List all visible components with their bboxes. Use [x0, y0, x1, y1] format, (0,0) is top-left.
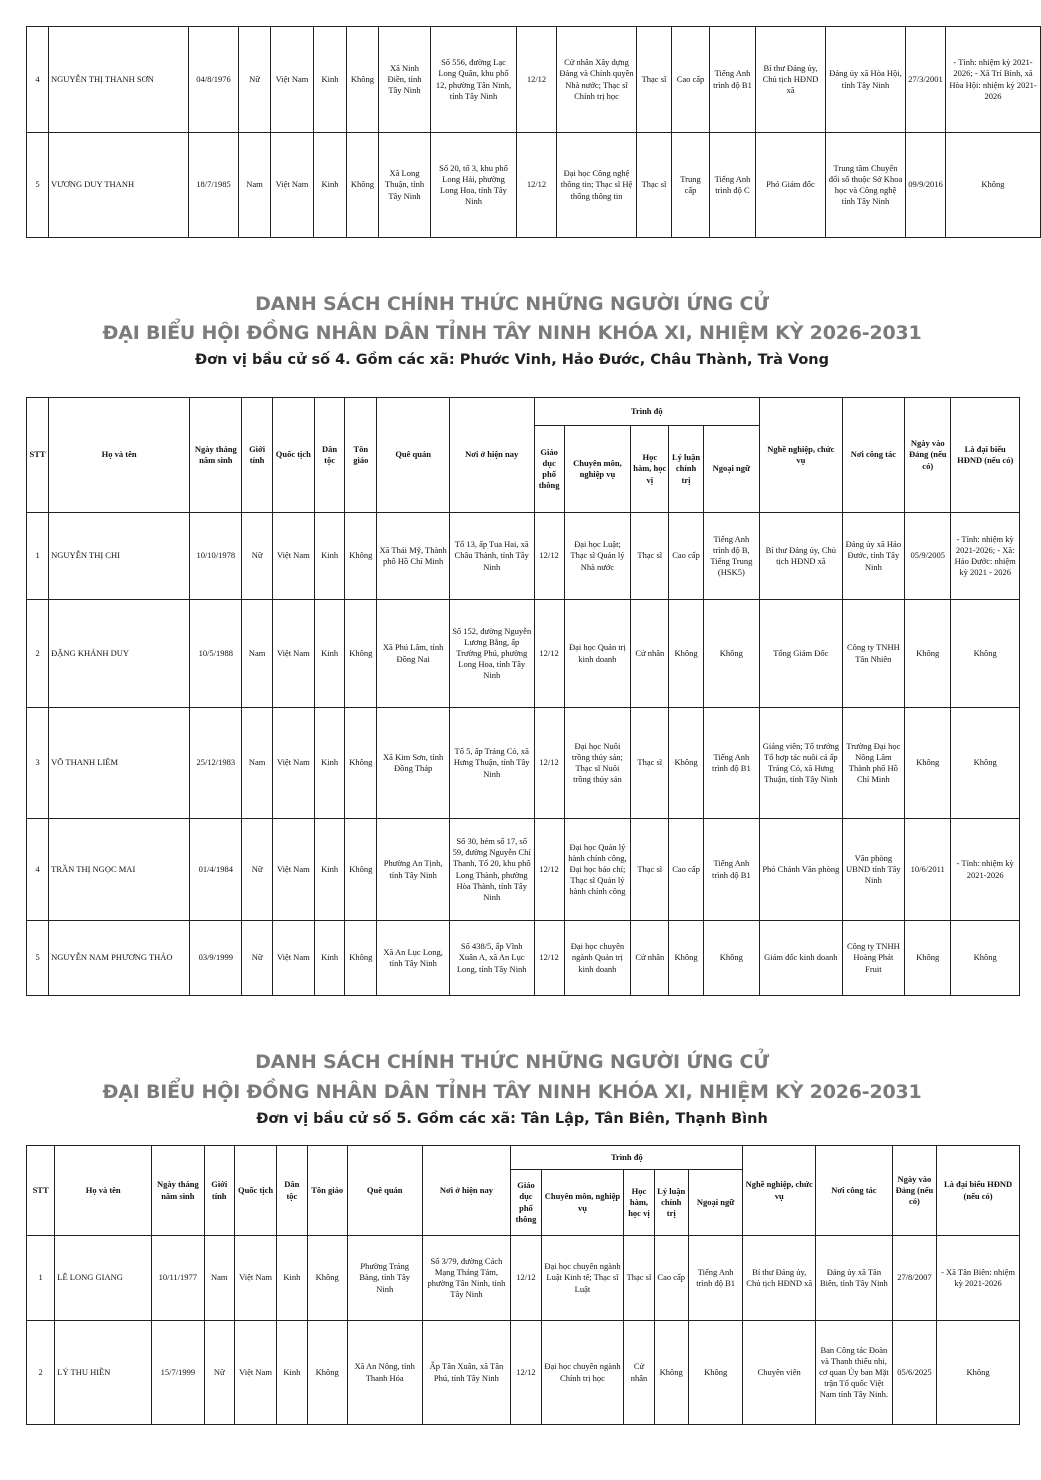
table-cell: Đại học Quản trị kinh doanh [564, 600, 630, 708]
table-row [27, 1321, 1020, 1425]
table-cell: Xã Kim Sơn, tỉnh Đồng Tháp [377, 708, 450, 819]
candidate-name: NGUYỄN NAM PHƯƠNG THẢO [49, 921, 190, 996]
col-nationality: Quốc tịch [272, 398, 314, 513]
table-cell: 12/12 [511, 1236, 541, 1321]
table-cell: Chuyên viên [743, 1321, 816, 1425]
col-language: Ngoại ngữ [688, 1170, 743, 1236]
col-nationality: Quốc tịch [234, 1146, 276, 1236]
col-hometown: Quê quán [347, 1146, 422, 1236]
table-cell: Đảng ủy xã Tân Biên, tỉnh Tây Ninh [816, 1236, 893, 1321]
table-cell: Nữ [204, 1321, 234, 1425]
table-cell: Nữ [239, 27, 271, 133]
table-header [27, 398, 1020, 513]
table-body [27, 1236, 1020, 1425]
table-cell: Đảng ủy xã Hòa Hội, tỉnh Tây Ninh [826, 27, 906, 133]
col-level-group: Trình độ [511, 1146, 743, 1170]
table-cell: Không [307, 1236, 347, 1321]
table-cell: 27/8/2007 [892, 1236, 936, 1321]
col-delegate: Là đại biểu HĐND (nếu có) [951, 398, 1020, 513]
table-cell: Đảng ủy xã Hảo Đước, tỉnh Tây Ninh [842, 513, 904, 600]
table-cell: Công ty TNHH Hoàng Phát Fruit [842, 921, 904, 996]
table-cell: Không [307, 1321, 347, 1425]
table-cell: Kinh [314, 27, 347, 133]
table-cell: 10/11/1977 [152, 1236, 204, 1321]
table-cell: 27/3/2001 [906, 27, 946, 133]
col-language: Ngoại ngữ [703, 426, 759, 513]
table-cell: Giảng viên; Tổ trưởng Tổ hợp tác nuôi cá ấp Trảng Cỏ, xã Hưng Thuận, tỉnh Tây Ninh [760, 708, 843, 819]
col-party: Ngày vào Đảng (nếu có) [905, 398, 951, 513]
table-cell: 12/12 [517, 133, 557, 238]
table-cell: Không [703, 921, 759, 996]
col-politics: Lý luận chính trị [669, 426, 703, 513]
table-cell: Số 152, đường Nguyễn Lương Bằng, ấp Trường Phú, phường Long Hoa, tỉnh Tây Ninh [449, 600, 534, 708]
table-cell: Cử nhân [624, 1321, 654, 1425]
table-cell: Việt Nam [271, 133, 314, 238]
table-cell: Tổ 5, ấp Trảng Cỏ, xã Hưng Thuận, tỉnh Tây Ninh [449, 708, 534, 819]
table-cell: Số 438/5, ấp Vĩnh Xuân A, xã An Lục Long, tỉnh Tây Ninh [449, 921, 534, 996]
table-cell: 25/12/1983 [190, 708, 242, 819]
table-cell: 5 [27, 133, 49, 238]
table-cell: Thạc sĩ [631, 513, 669, 600]
table-cell: 12/12 [534, 513, 564, 600]
col-dob: Ngày tháng năm sinh [152, 1146, 204, 1236]
section4-subtitle: Đơn vị bầu cử số 4. Gồm các xã: Phước Vinh, Hảo Đước, Châu Thành, Trà Vong [195, 352, 829, 368]
candidate-name: LÝ THU HIỀN [55, 1321, 152, 1425]
table-row [27, 819, 1020, 921]
table-cell: Đại học chuyên ngành Luật Kinh tế; Thạc sĩ Luật [541, 1236, 624, 1321]
candidate-name: VÕ THANH LIÊM [49, 708, 190, 819]
table-cell: Xã Long Thuận, tỉnh Tây Ninh [379, 133, 431, 238]
table-cell: Giám đốc kinh doanh [760, 921, 843, 996]
table-cell: 2 [27, 600, 49, 708]
table-cell: Số 556, đường Lạc Long Quân, khu phố 12, phường Tân Ninh, tỉnh Tây Ninh [431, 27, 517, 133]
table-cell: Trường Đại học Nông Lâm Thành phố Hồ Chí Minh [842, 708, 904, 819]
table-row [27, 600, 1020, 708]
table-cell: 12/12 [534, 600, 564, 708]
table-cell: Tổ 13, ấp Tua Hai, xã Châu Thành, tỉnh Tây Ninh [449, 513, 534, 600]
table-cell: Kinh [314, 708, 344, 819]
table-cell: Không [951, 921, 1020, 996]
table-cell: 5 [27, 921, 49, 996]
table-cell: Bí thư Đảng ủy, Chủ tịch HĐND xã [756, 27, 826, 133]
table-cell: Không [946, 133, 1041, 238]
table-cell: Phó Giám đốc [756, 133, 826, 238]
table-cell: Đại học Công nghệ thông tin; Thạc sĩ Hệ thống thông tin [557, 133, 637, 238]
table-cell: Không [347, 133, 379, 238]
table-cell: Xã An Nông, tỉnh Thanh Hóa [347, 1321, 422, 1425]
table-cell: Nữ [242, 819, 272, 921]
table-cell: 03/9/1999 [190, 921, 242, 996]
table-cell: Tổng Giám Đốc [760, 600, 843, 708]
table-cell: Tiếng Anh trình độ B1 [703, 708, 759, 819]
col-name: Họ và tên [49, 398, 190, 513]
table-cell: Không [703, 600, 759, 708]
candidate-name: TRẦN THỊ NGỌC MAI [49, 819, 190, 921]
candidate-table-continued [26, 26, 1041, 238]
table-cell: Số 30, hẻm số 17, số 59, đường Nguyễn Chí Thanh, Tổ 20, khu phố Long Thành, phường Hòa Thành, tỉnh Tây Ninh [449, 819, 534, 921]
col-degree: Học hàm, học vị [631, 426, 669, 513]
table-cell: Phường An Tịnh, tỉnh Tây Ninh [377, 819, 450, 921]
table-cell: Thạc sĩ [637, 27, 672, 133]
col-delegate: Là đại biểu HĐND (nếu có) [937, 1146, 1020, 1236]
table-cell: Kinh [314, 513, 344, 600]
table-cell: Không [345, 600, 377, 708]
table-cell: Văn phòng UBND tỉnh Tây Ninh [842, 819, 904, 921]
table-cell: Cử nhân Xây dựng Đảng và Chính quyền Nhà nước; Thạc sĩ Chính trị học [557, 27, 637, 133]
section4-title-line2: ĐẠI BIỂU HỘI ĐỒNG NHÂN DÂN TỈNH TÂY NINH KHÓA XI, NHIỆM KỲ 2026-2031 [102, 322, 922, 344]
table-cell: Cao cấp [669, 513, 703, 600]
table-header [27, 1146, 1020, 1236]
table-cell: 01/4/1984 [190, 819, 242, 921]
table-cell: Việt Nam [271, 27, 314, 133]
col-politics: Lý luận chính trị [654, 1170, 688, 1236]
table-cell: Phó Chánh Văn phòng [760, 819, 843, 921]
col-general-edu: Giáo dục phổ thông [511, 1170, 541, 1236]
table-cell: Việt Nam [272, 513, 314, 600]
table-cell: Đại học Quản lý hành chính công, Đại học báo chí; Thạc sĩ Quản lý hành chính công [564, 819, 630, 921]
col-religion: Tôn giáo [345, 398, 377, 513]
section4-candidate-table [26, 397, 1020, 996]
table-cell: Việt Nam [234, 1236, 276, 1321]
table-cell: Cử nhân [631, 921, 669, 996]
table-cell: 3 [27, 708, 49, 819]
table-cell: Không [345, 819, 377, 921]
table-cell: Ban Công tác Đoàn và Thanh thiếu nhi, cơ quan Ủy ban Mặt trận Tổ quốc Việt Nam tỉnh Tây Ninh. [816, 1321, 893, 1425]
table-cell: - Xã Tân Biên: nhiệm kỳ 2021-2026 [937, 1236, 1020, 1321]
col-ethnic: Dân tộc [314, 398, 344, 513]
table-cell: 15/7/1999 [152, 1321, 204, 1425]
table-cell: Nam [239, 133, 271, 238]
table-cell: Xã Thái Mỹ, Thành phố Hồ Chí Minh [377, 513, 450, 600]
col-name: Họ và tên [55, 1146, 152, 1236]
col-hometown: Quê quán [377, 398, 450, 513]
table-cell: Tiếng Anh trình độ B, Tiếng Trung (HSK5) [703, 513, 759, 600]
col-gender: Giới tính [204, 1146, 234, 1236]
table-cell: Không [688, 1321, 743, 1425]
table-cell: 1 [27, 1236, 55, 1321]
col-job: Nghề nghiệp, chức vụ [760, 398, 843, 513]
table-cell: Kinh [277, 1236, 307, 1321]
table-cell: Không [669, 708, 703, 819]
table-cell: Nữ [242, 513, 272, 600]
col-workplace: Nơi công tác [816, 1146, 893, 1236]
table-cell: Không [905, 600, 951, 708]
table-cell: Không [345, 513, 377, 600]
table-cell: Kinh [314, 819, 344, 921]
col-residence: Nơi ở hiện nay [422, 1146, 511, 1236]
table-cell: Bí thư Đảng ủy, Chủ tịch HĐND xã [760, 513, 843, 600]
table-cell: 04/8/1976 [189, 27, 239, 133]
table-cell: Không [669, 600, 703, 708]
candidate-name: ĐẶNG KHÁNH DUY [49, 600, 190, 708]
table-cell: 05/6/2025 [892, 1321, 936, 1425]
col-degree: Học hàm, học vị [624, 1170, 654, 1236]
table-cell: Việt Nam [272, 921, 314, 996]
col-religion: Tôn giáo [307, 1146, 347, 1236]
table-cell: Xã Ninh Điền, tỉnh Tây Ninh [379, 27, 431, 133]
table-cell: Cao cấp [672, 27, 710, 133]
table-cell: Trung cấp [672, 133, 710, 238]
table-cell: Đại học chuyên ngành Chính trị học [541, 1321, 624, 1425]
col-general-edu: Giáo dục phổ thông [534, 426, 564, 513]
col-ethnic: Dân tộc [277, 1146, 307, 1236]
table-cell: Không [345, 921, 377, 996]
table-cell: Ấp Tân Xuân, xã Tân Phú, tỉnh Tây Ninh [422, 1321, 511, 1425]
candidate-name: NGUYỄN THỊ THANH SƠN [49, 27, 189, 133]
table-cell: 12/12 [534, 921, 564, 996]
table-cell: 05/9/2005 [905, 513, 951, 600]
table-cell: Không [951, 708, 1020, 819]
col-major: Chuyên môn, nghiệp vụ [564, 426, 630, 513]
table-cell: Kinh [277, 1321, 307, 1425]
candidate-name: VƯƠNG DUY THANH [49, 133, 189, 238]
table-cell: 4 [27, 819, 49, 921]
table-cell: Cử nhân [631, 600, 669, 708]
table-cell: 12/12 [517, 27, 557, 133]
table-cell: Cao cấp [654, 1236, 688, 1321]
table-cell: Đại học Luật; Thạc sĩ Quản lý Nhà nước [564, 513, 630, 600]
table-cell: Xã An Lục Long, tỉnh Tây Ninh [377, 921, 450, 996]
table-cell: Phường Trảng Bàng, tỉnh Tây Ninh [347, 1236, 422, 1321]
section5-subtitle: Đơn vị bầu cử số 5. Gồm các xã: Tân Lập, Tân Biên, Thạnh Bình [256, 1111, 768, 1127]
table-body [27, 27, 1041, 238]
table-cell: Nữ [242, 921, 272, 996]
table-cell: Số 20, tổ 3, khu phố Long Hải, phường Long Hoa, tỉnh Tây Ninh [431, 133, 517, 238]
table-row [27, 133, 1041, 238]
table-cell: 12/12 [511, 1321, 541, 1425]
section5-title-line2: ĐẠI BIỂU HỘI ĐỒNG NHÂN DÂN TỈNH TÂY NINH KHÓA XI, NHIỆM KỲ 2026-2031 [102, 1081, 922, 1103]
table-cell: 2 [27, 1321, 55, 1425]
candidate-name: NGUYỄN THỊ CHI [49, 513, 190, 600]
table-cell: 12/12 [534, 819, 564, 921]
table-cell: Không [345, 708, 377, 819]
table-body [27, 513, 1020, 996]
table-cell: Tiếng Anh trình độ B1 [688, 1236, 743, 1321]
table-cell: Việt Nam [234, 1321, 276, 1425]
table-cell: 1 [27, 513, 49, 600]
section4-title-line1: DANH SÁCH CHÍNH THỨC NHỮNG NGƯỜI ỨNG CỬ [255, 293, 769, 315]
table-cell: Nam [242, 708, 272, 819]
table-cell: 4 [27, 27, 49, 133]
table-cell: Tiếng Anh trình độ C [710, 133, 756, 238]
table-cell: 10/10/1978 [190, 513, 242, 600]
table-cell: Thạc sĩ [624, 1236, 654, 1321]
table-cell: Tiếng Anh trình độ B1 [710, 27, 756, 133]
table-cell: Công ty TNHH Tân Nhiên [842, 600, 904, 708]
table-cell: Thạc sĩ [631, 819, 669, 921]
table-cell: - Tỉnh: nhiệm kỳ 2021-2026 [951, 819, 1020, 921]
section5-candidate-table [26, 1145, 1020, 1425]
table-cell: Nam [242, 600, 272, 708]
col-job: Nghề nghiệp, chức vụ [743, 1146, 816, 1236]
table-cell: Kinh [314, 600, 344, 708]
table-cell: Không [654, 1321, 688, 1425]
table-cell: 09/9/2016 [906, 133, 946, 238]
table-cell: Đại học chuyên ngành Quản trị kinh doanh [564, 921, 630, 996]
table-row [27, 708, 1020, 819]
table-row [27, 921, 1020, 996]
col-major: Chuyên môn, nghiệp vụ [541, 1170, 624, 1236]
col-stt: STT [27, 398, 49, 513]
col-stt: STT [27, 1146, 55, 1236]
table-row [27, 1236, 1020, 1321]
col-party: Ngày vào Đảng (nếu có) [892, 1146, 936, 1236]
table-cell: Không [937, 1321, 1020, 1425]
table-cell: Không [347, 27, 379, 133]
table-cell: Bí thư Đảng ủy, Chủ tịch HĐND xã [743, 1236, 816, 1321]
table-cell: Tiếng Anh trình độ B1 [703, 819, 759, 921]
table-cell: Trung tâm Chuyển đổi số thuộc Sở Khoa học và Công nghệ tỉnh Tây Ninh [826, 133, 906, 238]
candidate-name: LÊ LONG GIANG [55, 1236, 152, 1321]
table-cell: Không [669, 921, 703, 996]
table-cell: Cao cấp [669, 819, 703, 921]
table-cell: Việt Nam [272, 708, 314, 819]
table-cell: Không [951, 600, 1020, 708]
table-cell: 12/12 [534, 708, 564, 819]
table-cell: - Tỉnh: nhiệm kỳ 2021-2026; - Xã: Hảo Đước: nhiệm kỳ 2021 - 2026 [951, 513, 1020, 600]
table-row [27, 27, 1041, 133]
table-cell: Nam [204, 1236, 234, 1321]
table-cell: Thạc sĩ [637, 133, 672, 238]
col-gender: Giới tính [242, 398, 272, 513]
table-cell: Kinh [314, 921, 344, 996]
table-cell: Thạc sĩ [631, 708, 669, 819]
table-cell: 10/6/2011 [905, 819, 951, 921]
table-cell: Xã Phú Lâm, tỉnh Đồng Nai [377, 600, 450, 708]
table-cell: 18/7/1985 [189, 133, 239, 238]
table-cell: Số 3/79, đường Cách Mạng Tháng Tám, phường Tân Ninh, tỉnh Tây Ninh [422, 1236, 511, 1321]
table-cell: Đại học Nuôi trồng thủy sản; Thạc sĩ Nuôi trồng thủy sản [564, 708, 630, 819]
table-cell: Không [905, 921, 951, 996]
table-cell: - Tỉnh: nhiệm kỳ 2021-2026; - Xã Trí Bình, xã Hòa Hội: nhiệm kỳ 2021-2026 [946, 27, 1041, 133]
table-cell: Không [905, 708, 951, 819]
col-residence: Nơi ở hiện nay [449, 398, 534, 513]
section5-title-line1: DANH SÁCH CHÍNH THỨC NHỮNG NGƯỜI ỨNG CỬ [255, 1051, 769, 1073]
table-cell: Kinh [314, 133, 347, 238]
table-row [27, 513, 1020, 600]
table-cell: Việt Nam [272, 600, 314, 708]
col-workplace: Nơi công tác [842, 398, 904, 513]
col-level-group: Trình độ [534, 398, 760, 426]
table-cell: Việt Nam [272, 819, 314, 921]
table-cell: 10/5/1988 [190, 600, 242, 708]
col-dob: Ngày tháng năm sinh [190, 398, 242, 513]
